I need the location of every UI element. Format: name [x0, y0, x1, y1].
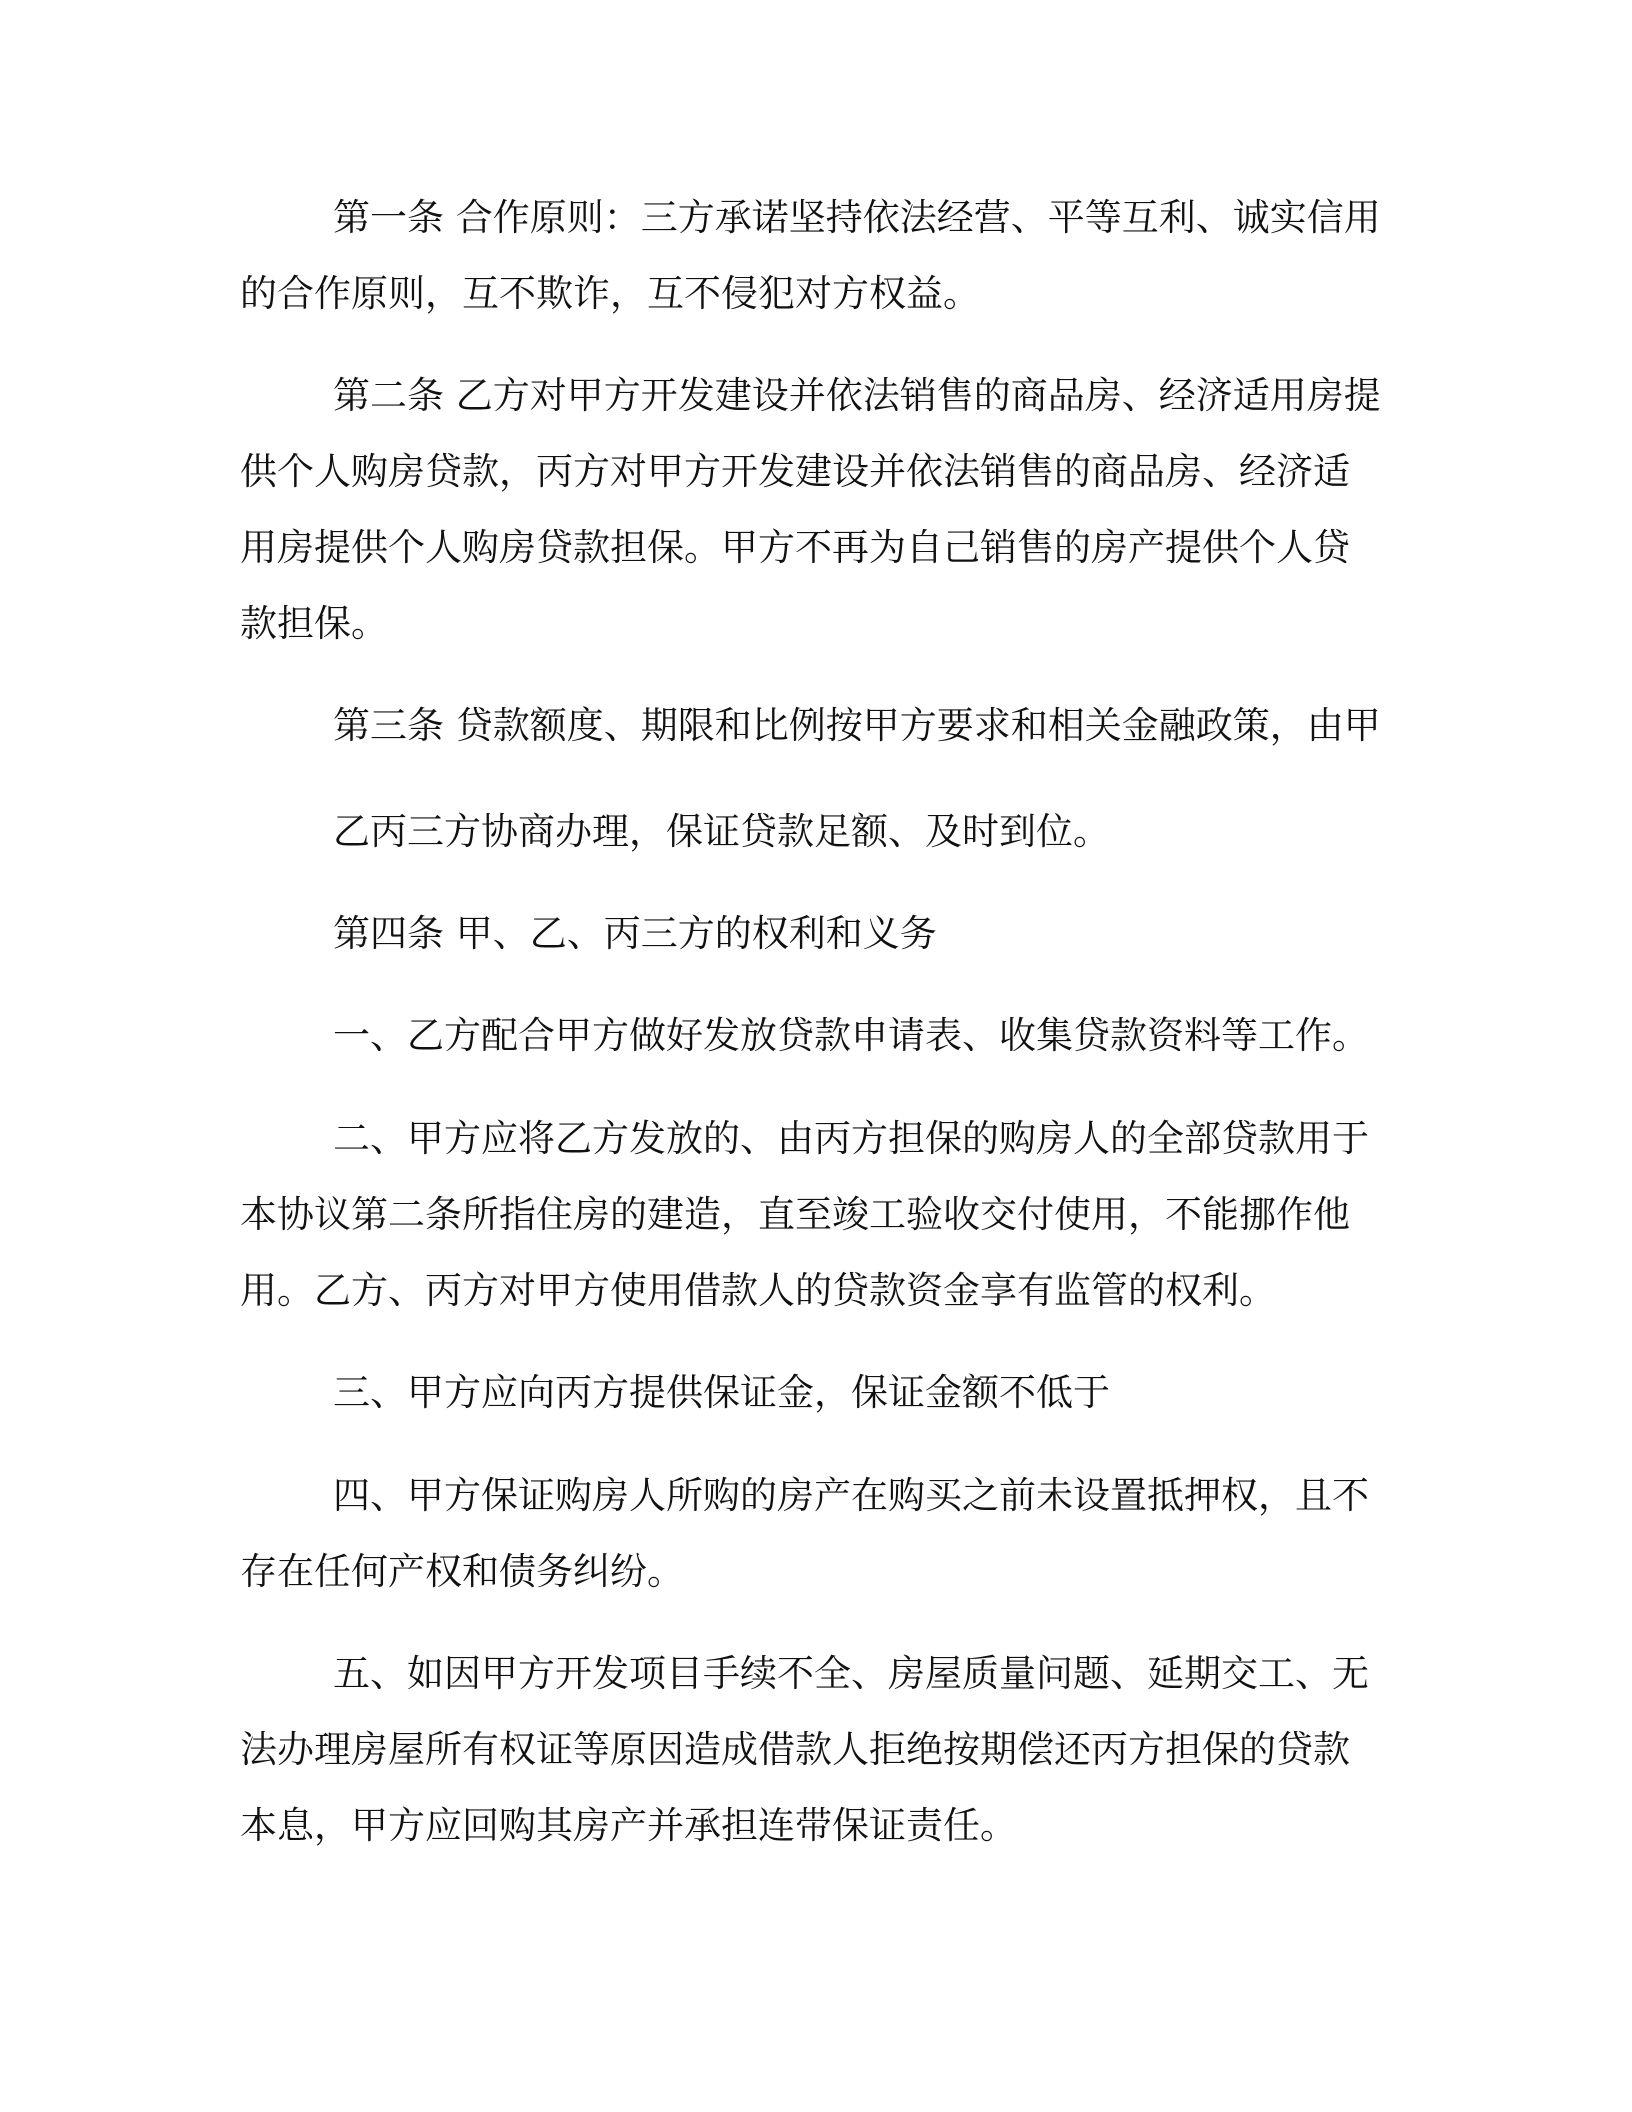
clause-5-line-3: 本息，甲方应回购其房产并承担连带保证责任。 — [240, 1804, 1017, 1847]
article-3-line-2: 乙丙三方协商办理，保证贷款足额、及时到位。 — [333, 810, 1110, 853]
clause-5-line-1: 五、如因甲方开发项目手续不全、房屋质量问题、延期交工、无 — [333, 1652, 1369, 1695]
clause-2-line-3: 用。乙方、丙方对甲方使用借款人的贷款资金享有监管的权利。 — [240, 1269, 1276, 1312]
article-2-line-4: 款担保。 — [240, 602, 388, 645]
clause-4-line-2: 存在任何产权和债务纠纷。 — [240, 1550, 684, 1593]
article-3-line-1: 第三条 贷款额度、期限和比例按甲方要求和相关金融政策，由甲 — [333, 704, 1381, 747]
clause-5-line-2: 法办理房屋所有权证等原因造成借款人拒绝按期偿还丙方担保的贷款 — [240, 1728, 1350, 1771]
article-1-line-1: 第一条 合作原则：三方承诺坚持依法经营、平等互利、诚实信用 — [333, 196, 1381, 239]
clause-2-line-1: 二、甲方应将乙方发放的、由丙方担保的购房人的全部贷款用于 — [333, 1117, 1369, 1160]
article-2-line-1: 第二条 乙方对甲方开发建设并依法销售的商品房、经济适用房提 — [333, 374, 1381, 417]
article-2-line-2: 供个人购房贷款，丙方对甲方开发建设并依法销售的商品房、经济适 — [240, 450, 1350, 493]
clause-4-line-1: 四、甲方保证购房人所购的房产在购买之前未设置抵押权，且不 — [333, 1474, 1369, 1517]
clause-1-line-1: 一、乙方配合甲方做好发放贷款申请表、收集贷款资料等工作。 — [333, 1014, 1369, 1057]
article-1-line-2: 的合作原则，互不欺诈，互不侵犯对方权益。 — [240, 272, 980, 315]
clause-2-line-2: 本协议第二条所指住房的建造，直至竣工验收交付使用，不能挪作他 — [240, 1193, 1350, 1236]
article-2-line-3: 用房提供个人购房贷款担保。甲方不再为自己销售的房产提供个人贷 — [240, 526, 1350, 569]
article-4-heading: 第四条 甲、乙、丙三方的权利和义务 — [333, 912, 937, 955]
clause-3-line-1: 三、甲方应向丙方提供保证金，保证金额不低于 — [333, 1371, 1110, 1414]
